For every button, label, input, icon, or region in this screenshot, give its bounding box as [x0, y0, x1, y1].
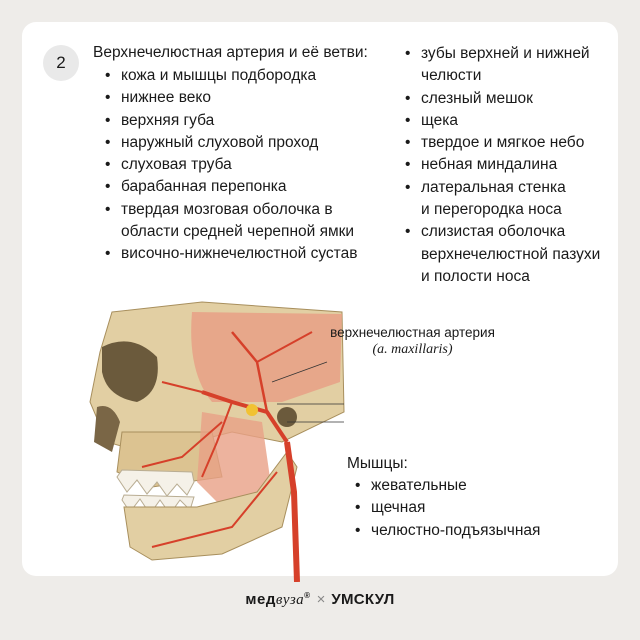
- list-item: • твердое и мягкое небо: [403, 132, 600, 154]
- separator: ×: [316, 591, 326, 608]
- list-item: • щечная: [353, 497, 540, 519]
- list-item: • нижнее веко: [103, 87, 357, 109]
- list-item-continuation: области средней черепной ямки: [121, 223, 355, 241]
- branches-title: Верхнечелюстная артерия и её ветви:: [93, 44, 368, 61]
- meduza-logo: медвуза®: [245, 591, 311, 608]
- list-item-continuation: и полости носа: [421, 267, 530, 285]
- list-item: • твердая мозговая оболочка в: [103, 199, 357, 221]
- list-item: • наружный слуховой проход: [103, 132, 357, 154]
- branches-list-right: [403, 43, 600, 288]
- skull-anatomy-illustration: [82, 292, 352, 582]
- list-item: • челюстно-подъязычная: [353, 520, 540, 542]
- list-item: • щека: [403, 110, 600, 132]
- list-item: • латеральная стенка: [403, 177, 600, 199]
- list-item: • барабанная перепонка: [103, 176, 357, 198]
- list-item: • височно-нижнечелюстной сустав: [103, 243, 357, 265]
- list-item-continuation: и перегородка носа: [421, 201, 562, 219]
- list-item: • слезный мешок: [403, 88, 600, 110]
- ear-canal: [277, 407, 297, 427]
- content-card: [22, 22, 618, 576]
- upper-teeth: [117, 470, 194, 496]
- muscles-title: Мышцы:: [347, 455, 408, 472]
- nerve-highlight: [246, 404, 258, 416]
- list-item: • слизистая оболочка: [403, 221, 600, 243]
- muscles-list: [353, 475, 540, 542]
- step-number-badge: 2: [43, 45, 79, 81]
- list-item: • кожа и мышцы подбородка: [103, 65, 357, 87]
- artery-annotation: [325, 324, 500, 358]
- umskul-logo: УМСКУЛ: [331, 591, 395, 608]
- list-item: • небная миндалина: [403, 154, 600, 176]
- list-item: • жевательные: [353, 475, 540, 497]
- annotation-name-lat: (a. maxillaris): [372, 342, 453, 357]
- annotation-name-ru: верхнечелюстная артерия: [330, 325, 495, 340]
- external-carotid-artery: [287, 442, 297, 582]
- list-item-continuation: верхнечелюстной пазухи: [421, 245, 601, 263]
- branches-list-left: [103, 65, 357, 266]
- list-item: • слуховая труба: [103, 154, 357, 176]
- list-item: • зубы верхней и нижней: [403, 43, 600, 65]
- list-item-continuation: челюсти: [421, 67, 482, 85]
- footer-branding: [0, 591, 640, 609]
- list-item: • верхняя губа: [103, 110, 357, 132]
